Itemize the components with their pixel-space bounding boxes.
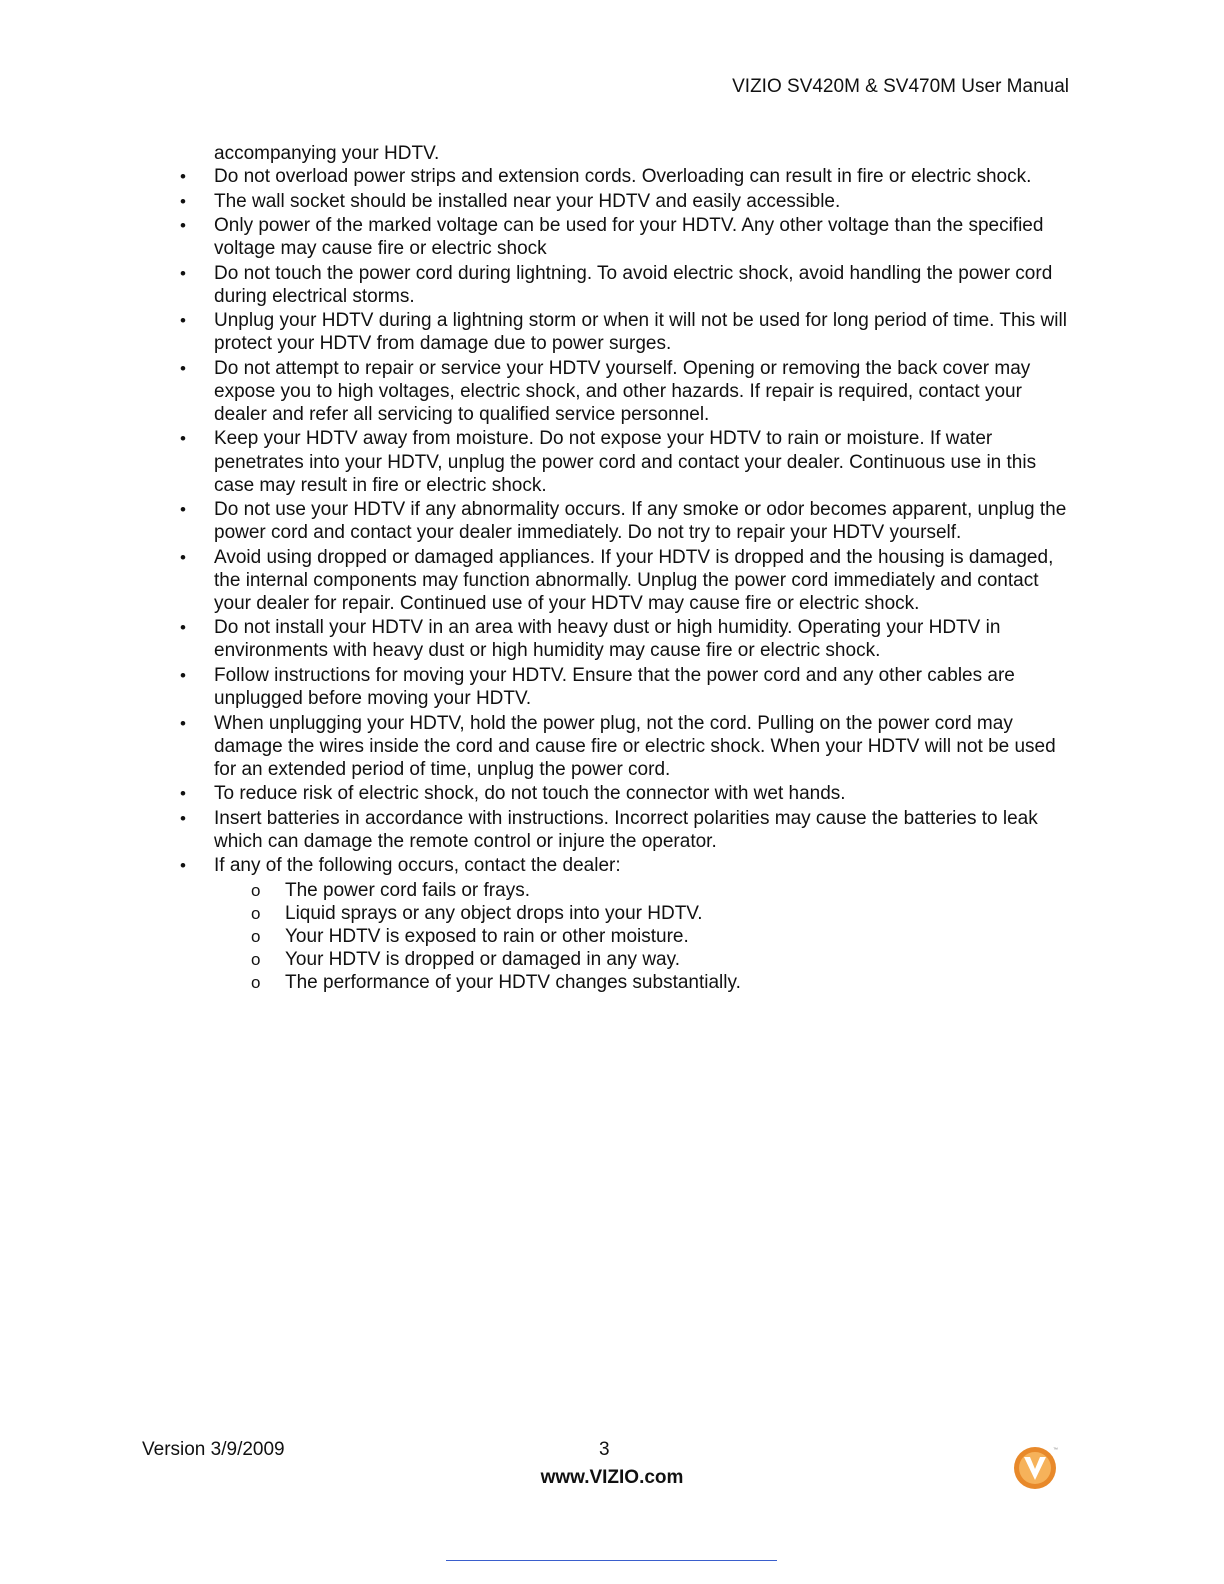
page-body — [174, 142, 1074, 994]
bullet-icon: • — [180, 191, 186, 211]
footer-url-link[interactable]: www.VIZIO.com — [540, 1467, 684, 1488]
bottom-link-underline — [446, 1560, 777, 1561]
circle-bullet-icon: o — [251, 973, 261, 993]
circle-bullet-icon: o — [251, 926, 261, 946]
bullet-icon: • — [180, 216, 186, 236]
list-item: • Do not install your HDTV in an area with heavy dust or high humidity. Operating your HDTV in environments with heavy dust or high humidity may cause fire or electric shock. — [180, 617, 1001, 662]
bullet-icon: • — [180, 500, 186, 520]
list-item: • When unplugging your HDTV, hold the power plug, not the cord. Pulling on the power cord may damage the wires inside the cord and cause fire or electric shock. When your HDTV will not be used for an extended period of time, unplug the power cord. — [180, 712, 1056, 780]
list-item: • Insert batteries in accordance with instructions. Incorrect polarities may cause the batteries to leak which can damage the remote control or injure the operator. — [180, 807, 1038, 852]
footer-version: Version 3/9/2009 — [142, 1439, 285, 1460]
circle-bullet-icon: o — [251, 903, 261, 923]
sub-list-item: o Your HDTV is dropped or damaged in any way. — [251, 949, 680, 971]
sub-list-item: o The power cord fails or frays. — [251, 879, 530, 901]
bullet-icon: • — [180, 429, 186, 449]
bullet-icon: • — [180, 856, 186, 876]
sub-list-item: o Your HDTV is exposed to rain or other moisture. — [251, 925, 689, 947]
list-item: • Do not attempt to repair or service your HDTV yourself. Opening or removing the back cover may expose you to high voltages, electric shock, and other hazards. If repair is required, contact your dealer and refer all servicing to qualified service personnel. — [180, 357, 1031, 425]
list-item: • Do not touch the power cord during lightning. To avoid electric shock, avoid handling the power cord during electrical storms. — [180, 262, 1053, 307]
bullet-icon: • — [180, 311, 186, 331]
dealer-conditions-sublist — [174, 879, 1074, 994]
bullet-icon: • — [180, 784, 186, 804]
bullet-icon: • — [180, 263, 186, 283]
list-item: • If any of the following occurs, contact the dealer: — [180, 855, 621, 877]
bullet-icon: • — [180, 618, 186, 638]
page-number: 3 — [599, 1439, 610, 1460]
list-item: • Keep your HDTV away from moisture. Do not expose your HDTV to rain or moisture. If water penetrates into your HDTV, unplug the power cord and contact your dealer. Continuous use in this case may result in fire or electric shock. — [180, 428, 1037, 496]
bullet-icon: • — [180, 547, 186, 567]
trademark-mark: ™ — [1053, 1447, 1058, 1453]
sub-list-item: o The performance of your HDTV changes substantially. — [251, 972, 741, 994]
list-item: • Only power of the marked voltage can be used for your HDTV. Any other voltage than the specified voltage may cause fire or electric shock — [180, 215, 1044, 260]
circle-bullet-icon: o — [251, 880, 261, 900]
bullet-icon: • — [180, 665, 186, 685]
safety-bullet-list — [174, 165, 1074, 877]
list-item: • The wall socket should be installed near your HDTV and easily accessible. — [180, 190, 841, 212]
bullet-icon: • — [180, 167, 186, 187]
bullet-icon: • — [180, 713, 186, 733]
bullet-icon: • — [180, 808, 186, 828]
sub-list-item: o Liquid sprays or any object drops into your HDTV. — [251, 902, 703, 924]
running-header: VIZIO SV420M & SV470M User Manual — [732, 76, 1069, 97]
list-item: • Do not use your HDTV if any abnormality occurs. If any smoke or odor becomes apparent, unplug the power cord and contact your dealer immediately. Do not try to repair your HDTV yourself. — [180, 499, 1067, 544]
circle-bullet-icon: o — [251, 950, 261, 970]
list-item: • Avoid using dropped or damaged appliances. If your HDTV is dropped and the housing is damaged, the internal components may function abnormally. Unplug the power cord immediately and contact your dealer for repair. Continued use of your HDTV may cause fire or electric shock. — [180, 546, 1054, 614]
list-item: • To reduce risk of electric shock, do not touch the connector with wet hands. — [180, 783, 846, 805]
vizio-v-logo-icon — [1012, 1444, 1060, 1492]
bullet-icon: • — [180, 358, 186, 378]
list-item: • Do not overload power strips and extension cords. Overloading can result in fire or electric shock. — [180, 166, 1032, 188]
list-item: • Follow instructions for moving your HDTV. Ensure that the power cord and any other cables are unplugged before moving your HDTV. — [180, 664, 1015, 710]
list-item: • Unplug your HDTV during a lightning storm or when it will not be used for long period of time. This will protect your HDTV from damage due to power surges. — [180, 310, 1067, 355]
continuation-text: accompanying your HDTV. — [214, 143, 440, 164]
